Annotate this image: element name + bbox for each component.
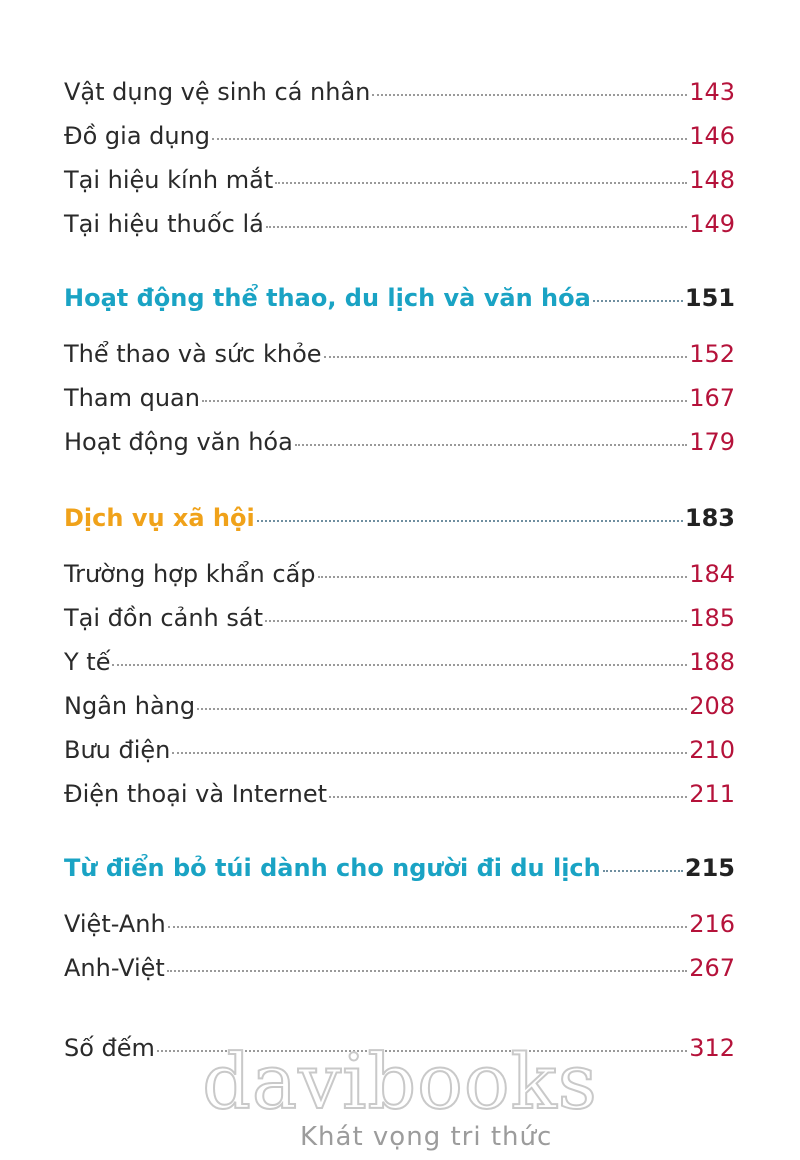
toc-entry[interactable] — [64, 210, 735, 238]
toc-entry-label: Y tế — [64, 648, 111, 676]
toc-section-title: Từ điển bỏ túi dành cho người đi du lịch — [64, 854, 601, 882]
toc-entry-label: Tại hiệu kính mắt — [64, 166, 274, 194]
toc-entry[interactable] — [64, 736, 735, 764]
toc-entry-label: Điện thoại và Internet — [64, 780, 328, 808]
toc-entry-label: Hoạt động văn hóa — [64, 428, 293, 456]
toc-entry[interactable] — [64, 692, 735, 720]
dot-leader — [329, 796, 687, 798]
dot-leader — [318, 576, 688, 578]
toc-entry-page: 152 — [689, 340, 735, 368]
dot-leader — [372, 94, 687, 96]
toc-section-title: Hoạt động thể thao, du lịch và văn hóa — [64, 284, 591, 312]
dot-leader — [168, 926, 687, 928]
dot-leader — [593, 300, 683, 302]
toc-entry[interactable] — [64, 340, 735, 368]
dot-leader — [266, 226, 687, 228]
toc-entry-page: 312 — [689, 1034, 735, 1062]
toc-entry-label: Đồ gia dụng — [64, 122, 211, 150]
toc-entry-label: Trường hợp khẩn cấp — [64, 560, 316, 588]
toc-entry-page: 143 — [689, 78, 735, 106]
toc-entry-label: Ngân hàng — [64, 692, 196, 720]
toc-section-page: 183 — [684, 504, 735, 532]
toc-entry-label: Tại đồn cảnh sát — [64, 604, 263, 632]
toc-entry-page: 267 — [689, 954, 735, 982]
toc-entry[interactable] — [64, 166, 735, 194]
dot-leader — [257, 520, 683, 522]
toc-entry[interactable] — [64, 428, 735, 456]
toc-entry-label: Tại hiệu thuốc lá — [64, 210, 264, 238]
toc-entry[interactable] — [64, 78, 735, 106]
toc-entry[interactable] — [64, 604, 735, 632]
toc-section-page: 151 — [684, 284, 735, 312]
toc-entry-page: 148 — [689, 166, 735, 194]
toc-entry[interactable] — [64, 122, 735, 150]
toc-entry-label: Tham quan — [64, 384, 200, 412]
dot-leader — [295, 444, 687, 446]
toc-entry-page: 185 — [689, 604, 735, 632]
toc-section-heading[interactable] — [64, 854, 735, 882]
toc-entry-page: 184 — [689, 560, 735, 588]
dot-leader — [197, 708, 687, 710]
dot-leader — [265, 620, 687, 622]
toc-entry-label: Bưu điện — [64, 736, 171, 764]
toc-entry-page: 211 — [689, 780, 735, 808]
toc-section-title: Dịch vụ xã hội — [64, 504, 255, 532]
dot-leader — [112, 664, 687, 666]
dot-leader — [212, 138, 687, 140]
toc-entry[interactable] — [64, 648, 735, 676]
toc-entry-page: 146 — [689, 122, 735, 150]
dot-leader — [167, 970, 687, 972]
dot-leader — [172, 752, 687, 754]
toc-entry-page: 216 — [689, 910, 735, 938]
toc-entry[interactable] — [64, 780, 735, 808]
toc-entry-label: Việt-Anh — [64, 910, 166, 938]
dot-leader — [603, 870, 683, 872]
toc-entry[interactable] — [64, 954, 735, 982]
toc-entry-page: 167 — [689, 384, 735, 412]
watermark-tagline: Khát vọng tri thức — [300, 1122, 553, 1152]
toc-entry-page: 188 — [689, 648, 735, 676]
toc-entry[interactable] — [64, 910, 735, 938]
toc-entry-page: 208 — [689, 692, 735, 720]
toc-entry-label: Vật dụng vệ sinh cá nhân — [64, 78, 371, 106]
toc-entry-label: Thể thao và sức khỏe — [64, 340, 322, 368]
toc-section-heading[interactable] — [64, 284, 735, 312]
toc-entry-page: 149 — [689, 210, 735, 238]
dot-leader — [324, 356, 688, 358]
toc-entry-page: 210 — [689, 736, 735, 764]
toc-entry-label: Anh-Việt — [64, 954, 165, 982]
dot-leader — [275, 182, 687, 184]
dot-leader — [202, 400, 687, 402]
toc-entry[interactable] — [64, 384, 735, 412]
toc-entry-label: Số đếm — [64, 1034, 155, 1062]
toc-section-heading[interactable] — [64, 504, 735, 532]
watermark-brand: davibooks — [202, 1037, 598, 1126]
toc-entry[interactable] — [64, 560, 735, 588]
toc-entry-page: 179 — [689, 428, 735, 456]
toc-section-page: 215 — [684, 854, 735, 882]
